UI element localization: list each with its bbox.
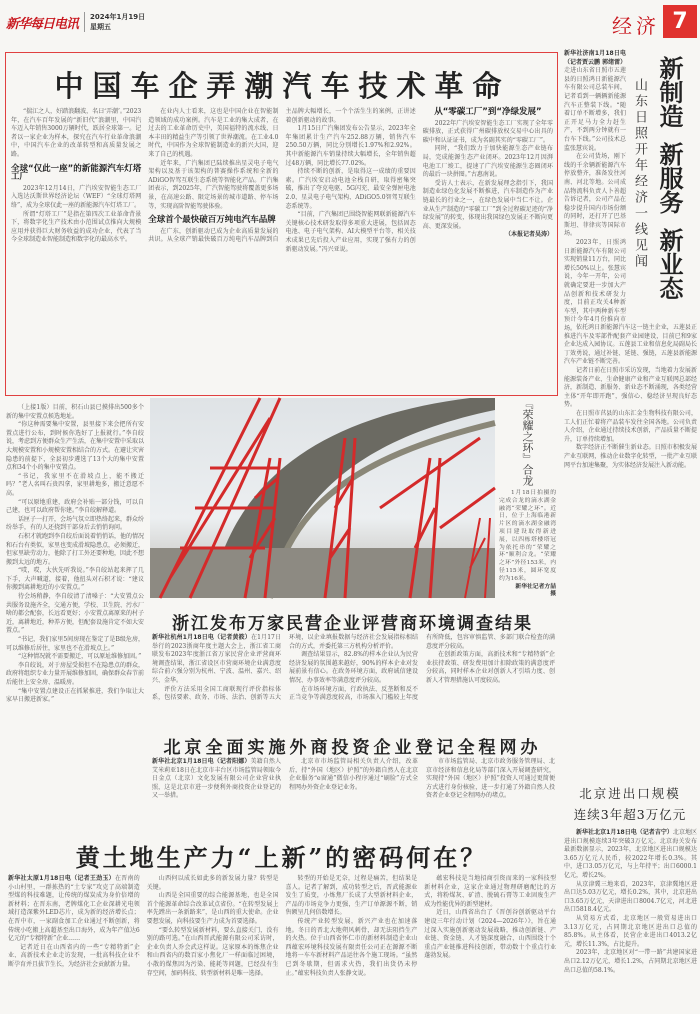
paragraph: “集中安置点建设正在抓紧推进，我们争取让大家早日搬进新家。” <box>6 687 144 704</box>
news-photo-ring-structure <box>150 398 495 598</box>
shandong-subheadline: 山东日照开年经济一线见闻 <box>632 78 647 270</box>
paragraph: 转型的开始是无奈，过程是痛苦，但结果是喜人。记者了解到，成功转型之后，晋武能源业发生了质变，小炼焦厂长成了大型新材料企业，产品的市场竞争力更强，生产订单源源不断，销售额呈几何倍数增长。 <box>285 875 418 917</box>
dateline: 新华社济南1月18日电（记者贾云鹏 郭绪雷） <box>564 50 627 66</box>
paragraph: 依托鸿日新能源汽车这一链主企业，五莲县正推进汽车及零部件配套产业园建设，目前已和9家企业达成入园协议。五莲县工业和信息化局副局长丁效勇说，通过补链、延链、强链，五莲县新能源汽车产业链不断完善。 <box>564 324 697 366</box>
zhejiang-article-body <box>152 634 555 726</box>
paragraph: 待会场稍静，李自皎清了清嗓子：“大安置点公共服务设施齐全，交通方便，学校、卫生院、污水厂啥的都会配套，长远看更好；小安置点离原来的村子近，离耕地近，种养方便，但配套设施肯定不如大安置点。” <box>6 593 145 635</box>
beijing-foreign-article-body <box>152 758 555 822</box>
beijing-trade-article-body <box>564 829 697 1011</box>
paragraph: 市市场监管局、北京市政务服务管理局、北京市经济和信息化局等部门深入开展调查研究，实现持“外国（地区）护照”投资人可通过更简便方式进行身份核验，进一步打通了外籍自然人投资者企业登记全程网办的堵点。 <box>426 758 555 800</box>
headline-part: 新服务 <box>655 142 684 214</box>
paragraph: 从贸易方式看，北京地区一般贸易进出口3.13万亿元，占同期北京地区进出口总值的85.8%。从主体看，民营企业进出口4013.2亿元，增长11.3%，占比提升。 <box>564 914 697 948</box>
shandong-body-narrow <box>564 50 627 332</box>
paragraph: 2022年广汽埃安智能生态工厂实现了全年零碳排放，正式获得广州碳排放权交易中心出具的碳中和认证证书，成为名副其实的“零碳工厂”。 <box>422 119 553 144</box>
photo-title: 『荣耀之环』合龙 <box>521 398 534 486</box>
paragraph: 山西是全国重要的综合能源基地，也是全国首个能源革命综合改革试点省份。“在转型发展上率先蹚出一条新路来”，是山西的重大使命。企业要想发展，向科技要生产力成为首要选择。 <box>146 892 279 925</box>
paragraph: 在业内人士看来，这也是中国企业在智能制造领域的成功案例。汽车是工业的集大成者，在过去的工业革命历史中，美国福特的流水线、日本丰田的精益生产等引领了世界潮流。在工业4.0时代，中国作为全球智能制造业的新兴大国，迎来了自己的机遇。 <box>148 108 279 158</box>
paragraph: 同时，“我们致力于加快能源生态产业链布局，完成能源生态产业闭环。2023年12月因湃电池工厂竣工，提速了广汽埃安能源生态圈闭环的最后一块拼图。”古惠南说。 <box>422 145 553 179</box>
paragraph: 持续不断的创新，是取得这一成绩的重要因素。广汽埃安启动电池全栈自研，取得密集突破，推出了夸克电驱、5G闪充、最安全弹匣电池2.0、星灵电子电气架构、ADiGO5.0智驾互联生态系统等。 <box>285 168 416 210</box>
masthead-date <box>90 12 145 32</box>
beijing-trade-headline-line1: 北京进出口规模 <box>579 786 681 801</box>
byline: （本报记者吴涛） <box>504 231 553 239</box>
continued-article-body <box>6 404 144 729</box>
caption-text: 1月18日拍摄的完成合龙的滴水湖金融湾“荣耀之环”。近日，位于上海临港新片区的滴水湖金融湾项目建设取得新进展，以四栋塔楼塔冠为依托串的“荣耀之环”顺利合龙。“荣耀之环”外径153米，内径115米，圆环宽度约为16米。 <box>499 490 556 582</box>
issue-date: 2024年1月19日 <box>90 13 146 21</box>
shandong-body-wide <box>564 324 697 764</box>
headline-part: 新业态 <box>655 228 684 300</box>
paragraph: 山西何以成长如此多的新发展力量？转型是关键。 <box>146 875 279 891</box>
paragraph: 蕴宏科技是当地招商引资而来的一家科技型新材料企业，这家企业通过物理研磨配比的方式，将粉煤灰、矿渣、脱硫石膏等工业固废生产成为性能优异的新型建材。 <box>424 875 556 908</box>
paragraph: 近日，山西省出台了《晋创谷创新驱动平台建设三年行动计划（2024—2026年）》，旨在通过深入实施创新驱动发展战略，推动创新链、产业链、资金链、人才链深度融合，山西围绕十个重点产业链推进科技创新，带动数十个重点行业蓬勃发展。 <box>424 909 556 960</box>
paragraph: （上接1版）目前，积石山县已摸排出500多个新的集中安置点候选地址。 <box>6 404 144 420</box>
masthead-divider <box>84 12 85 32</box>
construction-photo-illustration <box>150 398 495 598</box>
paragraph: “这种情况就不需要搬迁，可以原址维修加固。” <box>18 653 142 661</box>
dateline: 新华社太原1月18日电（记者王劲玉） <box>8 875 115 882</box>
lead-article-body <box>11 108 553 386</box>
paragraph: 北京市市场监管局相关负责人介绍，改革后，持“外国（地区）护照”的外籍自然人在北京企业服务“e窗通”微信小程序通过“刷脸”方式全程网办外资企业登记业务。 <box>289 758 418 791</box>
paragraph: 在广东，创新驱动已成为企业高质量发展的共识。从全球产销最快破百万纯电汽车品牌到自主品牌大幅增长，一个个活生生的案例，正讲述着创新驱动的故事。 <box>148 108 416 244</box>
paragraph: 北京地区进出口规模连续3年突破3万亿元。北京海关发布最新数据显示，2023年，北京地区进出口规模达3.65万亿元人民币，较2022年增长0.3%。其中，进口3.05万亿元，与上年持平；出口6000.1亿元，增长2%。 <box>564 829 697 879</box>
paragraph: 李自皎说，对于房屋受损但不在隐患点的群众，政府将组织专业力量开展维修加固，确保群众春节前后能住上安全房、温暖房。 <box>6 661 145 686</box>
lead-headline: 中国车企弄潮汽车技术革命 <box>54 69 511 103</box>
paragraph: 所谓“灯塔工厂”是指在第四次工业革命背景下，将数字化生产技术由小范围试点推向大规模应用并获得巨大财务收益的成功企业，代表了当今全球制造业智能制造和数字化的最高水平。 <box>11 210 142 244</box>
paragraph: 记者近日在山西省内的一些“专精特新”企业、高新技术企业走访发现，一批高科技企业不断孕育并且拔节生长，为经济社会贡献新力量。 <box>8 943 140 968</box>
shanxi-headline: 黄土地生产力“上新”的密码何在？ <box>75 843 488 872</box>
zhejiang-headline: 浙江发布万家民营企业评营商环境调查结果 <box>172 614 533 634</box>
paragraph: 受访人士表示，在新发展理念指引下，我国制造业绿色化发展不断推进，汽车制造作为产业链最长的行业之一，在绿色发展中当仁不让。企业从生产制造的“零碳工厂”到全过程碳足迹的“净绿发展”的转变，体现出我国绿色发展正不断向更高、更深发展。 <box>422 179 553 230</box>
paragraph: 2023年，日照鸿日新能源汽车有限公司实现销量11万台，同比增长50%以上。张慧宾说，今年一开年，公司就确定要进一步加大产品创新和技术研发力度，目前正攻关4种新车型，其中两种新车型预计今年4月份推向市场。 <box>564 239 626 332</box>
paragraph: 话匣子一打开，会场气氛立即热络起来，群众纷纷举手，有的人还挠到干部身后去悄悄询问。 <box>6 515 145 532</box>
paragraph: 石积才就跑到李自皎后面说着悄悄话，他的情况和石台有类似，家里也变成滑坡隐患点，必须搬迁，但家里缺劳动力，他除了打工外还要种地，因此不想搬到太远的地方。 <box>6 532 145 566</box>
paragraph: “你这种需要集中安置，县里接下来会把所有安置点进行公布，到时候你选好了上报就行。”李自皎说，考虑到方便群众生产生活，在集中安置中采取以大规模安置和小规模安置相结合的方式。在避让灾害隐患的前提下，全县初步遴选了13个大的集中安置点和34个小的集中安置点。 <box>6 421 145 472</box>
paragraph: 评价方法采用全国工商联现行评价指标体系，包括要素、政务、市场、法治、创新等五大环境，以企业填报数据与经济社会发展指标相结合的方式，并委托第三方机构分析评价。 <box>152 634 418 702</box>
paragraph: 2023年，北京地区对“一带一路”共建国家进出口2.12万亿元，增长1.2%，占同期北京地区进出口总值的58.1%。 <box>564 949 697 974</box>
paragraph: “可以原地重建，政府会补贴一部分钱，可以自己建，也可以政府帮你建。”李自皎解释道。 <box>6 498 144 515</box>
paragraph: “书记，我家里不在滑坡点上，能不搬迁吗？”老人名叫石贵四拿，家里耕地多，搬迁意愿不高。 <box>6 472 144 497</box>
section-name: 经济 <box>612 14 660 38</box>
paragraph: “目前，广汽集团已围绕智能网联新能源汽车关键核心技术研发取得多项重大进展，包括固态电池、电子电气架构、AI大模型平台等，相关技术成果已先后投入产业应用，实现了强有力的创新驱动发展。”冯兴亚说。 <box>285 211 416 253</box>
paragraph: “书记，我们家里5间房现在鉴定了是B级危房，可以维修后居住，家里也不在滑坡点上。” <box>6 636 144 652</box>
paragraph: “揣江之人，好踏浪翻波，名曰‘弄潮’。”2023年，在汽车百年发展的“新旧代”浪潮里，中国汽车迈入年销售3000万辆时代，跃居全球第一。记者以一家企业为样本，探究在汽车行业革命浪潮中，中国汽车企业的改革转型和高质量发展之路。 <box>11 108 142 158</box>
paragraph: 2023年12月14日，广汽埃安智能生态工厂入选达沃斯世界经济论坛（WEF）“全球灯塔网络”，成为全球仅此一座的新能源汽车灯塔工厂。 <box>11 184 142 209</box>
newspaper-logo: 新华每日电讯 <box>6 17 79 32</box>
headline-part: 新制造 <box>655 56 684 128</box>
subheading: 全球“仅此一座”的新能源汽车灯塔工厂 <box>11 163 142 183</box>
subheading: 全球首个最快破百万纯电汽车品牌 <box>148 215 276 226</box>
shanxi-article-body <box>8 875 556 1011</box>
dateline: 新华社北京1月18日电（记者阳娜） <box>152 758 251 765</box>
paragraph: 从京津冀三地来看，2023年，京津冀地区进出口达5.03万亿元，增长0.2%，其中，北京进出口3.65万亿元，天津进出口8004.7亿元，河北进出口5818.4亿元。 <box>564 880 697 914</box>
paragraph: 在创新政策方面，高新技术和“专精特新”企业扶持政策、研发费用加计扣除政策的满意度评分较高，同时样本企业对创新人才引培力度、创新人才管理措施认可度较高。 <box>426 651 555 684</box>
paragraph: 在市场环境方面，行政执法、反垄断和反不正当竞争等满意度较高，市场准入门槛较上年度有所降低，包容审慎监管、多部门联合检查的满意度评分较高。 <box>289 634 555 702</box>
paragraph: 在日照市莒县的山东汇金生物科技有限公司，工人们正忙着将产品装车发往全国各地。公司负责人介绍，企业通过持续技术创新，产品质量不断提升，订单持续增加。 <box>564 409 697 443</box>
paragraph: “哎，哎，大伙先听我说。”李自皎站起来挥了几下手，大声喊道，接着，他扭头对石积才说：“建议你搬到离耕地近的小安置点。” <box>6 567 144 592</box>
subheading: 从“零碳工厂”到“净绿发展” <box>434 107 542 117</box>
paragraph: 调查结果显示，82.8%的样本企业认为民营经济发展的氛围越来越好，90%的样本企业对发展前景有信心。在政务环境方面，政府诚信建设情况、办事效率等满意度评分较高。 <box>289 651 418 684</box>
photo-credit: 新华社记者方喆摄 <box>515 583 556 598</box>
paragraph: “要么转型发展新材料，要么直接关门，没有别的路可选。”在山西晋武能源有限公司采访时，企业负责人乔会武这样说。这家原本的炼焦企业和山西省内的数百家小焦化厂一样面临过困境，小散的煤焦因为污染、能耗等问题，已经没有生存空间，加码科技、转型新材料是唯一选择。 <box>146 926 279 977</box>
paragraph: 1月15日广汽集团发布公告显示，2023年全年集团累计生产汽车252.88万辆，销售汽车250.50万辆，同比分别增长1.97%和2.92%。其中新能源汽车销量持续大幅增长，全年销售超过48万辆，同比增长77.02%。 <box>285 125 416 167</box>
paragraph: 美籍自然人艾米莉亚18日在北京市丰台区市场监管局领取今日金点（北京）文化发展有限公司企业营业执照，这是北京市进一步便利外商投资企业登记的又一举措。 <box>152 758 281 800</box>
shandong-headline <box>654 56 684 356</box>
beijing-foreign-headline: 北京全面实施外商投资企业登记全程网办 <box>163 738 542 758</box>
issue-weekday: 星期五 <box>90 23 111 31</box>
paragraph: 近年来，广汽集团已陆续推出星灵电子电气架构以及基于该架构的普赛操作系统和全新的ADiGO智驾互联生态系统等智能化产品。广汽集团表示，到2025年，广汽智能驾驶将覆盖更多场景，在高速公路、限定场景的城市道路、停车场等，实现高阶智能驾驶体验。 <box>148 159 279 210</box>
paragraph: 在1月17日举行的2023浙商年度主题大会上，浙江省工商联发布2023年度浙江省万家民营企业评营商环境调查结果，浙江省设区市营商环境企业满意度综合前六强分别为杭州、宁波、温州、嘉兴、绍兴、金华。 <box>152 634 281 684</box>
paragraph: 走进山东省日照市五莲县的日照鸿日新能源汽车有限公司总装车间，记者看到一辆辆新能源汽车正整装下线。“随着订单不断增多，我们正开足马力全力赶生产，不到两分钟就有一台车下线。”公司技术总监张慧宾说。 <box>564 67 626 152</box>
photo-caption <box>499 490 556 606</box>
paragraph: 在晋南的小山村里，一群拣热的“土专家”攻克了高端制造型煤的科技难题，让传统的煤炭成为身价倍增的新材料；在晋东南，老牌煤化工企业深耕光电领域打造深紫外LED芯片，成为新的经济增长点；在晋中市，一家副食加工企业通过不断创新，将传统小吃搬上高超基至出口海外，成为年产值达6亿元的“专精特新”企业…… <box>8 875 140 943</box>
paragraph: 数字经济正不断催生新业态。日照市积极发展产业互联网，推动企业数字化转型，一批产业互联网平台加速集聚，为实体经济发展注入新动能。 <box>564 444 697 469</box>
beijing-trade-headline-line2: 连续3年超3万亿元 <box>573 807 687 822</box>
dateline: 新华社北京1月18日电（记者吉宁） <box>576 829 673 836</box>
dateline: 新华社杭州1月18日电（记者黄筱） <box>152 634 251 641</box>
paragraph: 传统产业转型发展，新兴产业也在加速落地。冬日的晋北大地朔风刺骨，却无法阻挡生产的火热。位于山西省怀仁市的新材料制造企业山西蕴宏环境科技发展有限责任公司正在源源不断地将一车车新材料产品运往各个施工现场。“虽然已到冬歇期，但需求火热，我们出货仍未停止。”蕴宏科技负责人张静文说。 <box>285 917 418 977</box>
paragraph: 记者日前在日照市采访发现，当地着力发展新能源装备产业、生命健康产业和产业互联网总部经济，新制造、新服务、新业态不断涌现，各类经营主体“开年即开跑”，强信心、稳经济呈现良好态势。 <box>564 366 697 409</box>
paragraph: 在公司货场，刚下线的千余辆新能源汽车停放整齐，准备发往河南、河北等地。公司成品物流科负责人卜善超告诉记者，公司产品在稳步提升国内市场份额的同时，还打开了巴基斯坦、菲律宾等国际市场。 <box>564 153 626 238</box>
page-number: 7 <box>663 5 697 38</box>
